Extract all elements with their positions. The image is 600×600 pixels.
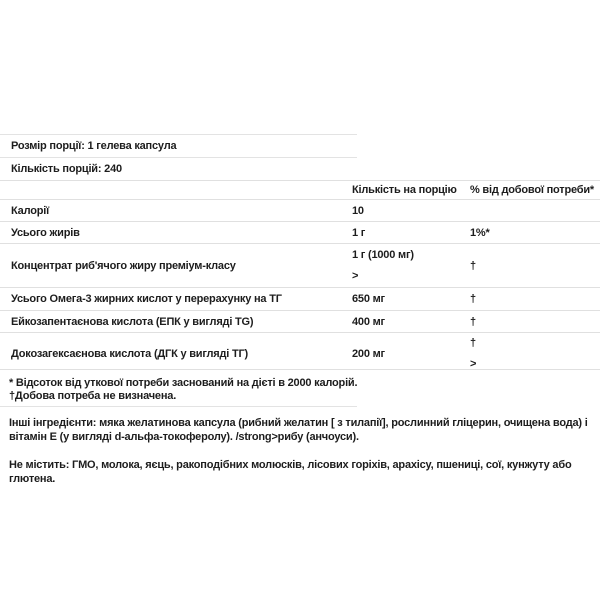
nutrient-amount: 650 мг [352, 293, 385, 305]
column-header-dv: % від добової потреби* [470, 184, 595, 196]
servings-count-row [0, 158, 357, 180]
row-epa [0, 311, 600, 333]
row-dha [0, 333, 600, 370]
other-ingredients-paragraph: Інші інгредієнти: мяка желатинова капсула (рибний желатин [ з тилапії], рослинний гліцерин, очищена вода) і вітамін Е (у вигляді d-альфа-токоферолу). /strong>рибу (анчоуси). [9, 417, 588, 443]
allergen-free-paragraph: Не містить: ГМО, молока, яєць, ракоподібних молюсків, лісових горіхів, арахісу, пшениці, сої, кунжуту або глютена. [9, 459, 572, 485]
nutrient-amount [352, 245, 462, 287]
footnote-divider [0, 406, 357, 407]
facts-table [0, 180, 600, 370]
dv-line-1: † [470, 337, 476, 349]
servings-count-text: Кількість порцій: 240 [11, 163, 122, 175]
dv-line-2: > [470, 358, 477, 370]
serving-info [0, 134, 357, 180]
nutrient-dv [462, 333, 600, 375]
nutrient-name: Концентрат риб'ячого жиру преміум-класу [11, 259, 236, 272]
serving-size-text: Розмір порції: 1 гелева капсула [11, 140, 177, 152]
facts-header-row [0, 181, 600, 200]
nutrient-amount: 200 мг [352, 348, 385, 360]
nutrient-name: Усього Омега-3 жирних кислот у перерахунку на ТГ [11, 293, 282, 305]
row-omega3-total [0, 288, 600, 311]
nutrient-dv: 1%* [470, 226, 490, 239]
nutrient-amount: 10 [352, 204, 364, 217]
nutrient-name: Усього жирів [11, 226, 80, 239]
footnote-percent-dv: * Відсоток від уткової потреби заснований на дієті в 2000 калорій. [9, 377, 358, 389]
row-fish-oil-concentrate [0, 244, 600, 288]
row-calories [0, 200, 600, 222]
footnotes [0, 377, 600, 403]
nutrient-name: Калорії [11, 204, 49, 217]
serving-size-row [0, 135, 357, 158]
supplement-facts-panel [0, 134, 600, 486]
column-header-amount: Кількість на порцію [352, 184, 457, 196]
amount-line-2: > [352, 269, 359, 282]
footnote-daily-value: †Добова потреба не визначена. [9, 390, 177, 402]
amount-line-1: 1 г (1000 мг) [352, 248, 414, 261]
nutrient-dv: † [470, 293, 476, 305]
nutrient-name: Докозагексаєнова кислота (ДГК у вигляді ТГ) [11, 348, 248, 360]
nutrient-dv: † [470, 259, 476, 272]
nutrient-name: Ейкозапентаєнова кислота (ЕПК у вигляді TG) [11, 315, 254, 328]
nutrient-amount: 1 г [352, 226, 366, 239]
nutrient-amount: 400 мг [352, 315, 385, 328]
row-total-fat [0, 222, 600, 244]
nutrient-dv: † [470, 315, 476, 328]
